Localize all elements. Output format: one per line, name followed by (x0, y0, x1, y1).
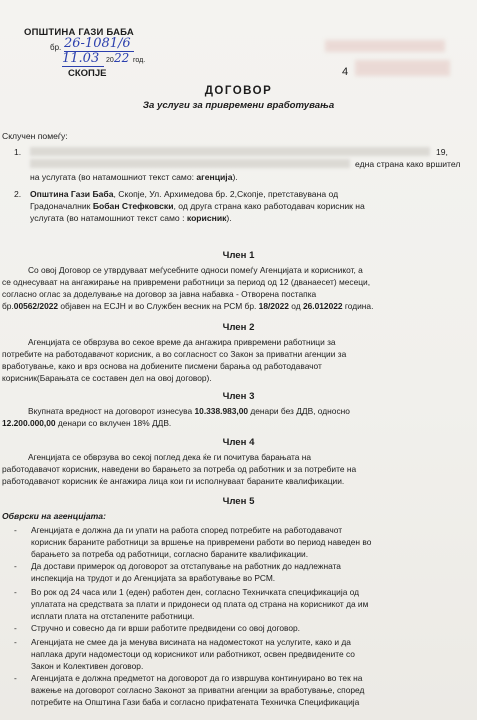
obligation-line: Стручно и совесно да ги врши работите предвидени со овој договор. (31, 623, 301, 633)
article-1-line3: согласно оглас за доделување на договор за јавна набавка - Отворена постапка (2, 289, 317, 299)
obligation-line: важење на договорот согласно Законот за приватни агенции за вработување, според (31, 685, 365, 695)
obligation-line: потребите на Општина Гази баба и согласно прифатената Техничка Спецификација (31, 697, 360, 707)
obligation-item (14, 524, 469, 560)
agency-obligations-heading: Обврски на агенцијата: (2, 511, 106, 521)
article-2-line3: вработување, како и врз основа на добиените писмени барања од работодавачот (2, 361, 322, 371)
party-2-line3 (30, 212, 232, 224)
party-2-line1 (30, 188, 470, 200)
party-1-agency-note: на услугата (во натамошниот текст само: (30, 172, 195, 182)
bullet-dash: - (14, 561, 17, 571)
redacted-block (325, 40, 445, 52)
article-1-heading: Член 1 (222, 250, 255, 261)
procedure-number: 00562/2022 (13, 301, 59, 311)
punct: ). (226, 213, 232, 223)
text: од (288, 301, 303, 311)
br-value: 26-1081/6 (64, 36, 134, 52)
document-subtitle: За услуги за привремени вработувања (142, 100, 335, 111)
obligation-line: уплатата на средствата за плати и придонеси од плата од страна на корисникот да им (31, 599, 369, 609)
text: година. (342, 301, 374, 311)
text: денари со вклучен 18% ДДВ. (55, 418, 172, 428)
year-value: 22 (114, 51, 130, 65)
bullet-dash: - (14, 623, 17, 633)
obligation-line: Да достави примерок од договорот за отстапување на работник до надлежната (31, 561, 341, 571)
org-name: ОПШТИНА ГАЗИ БАБА (24, 27, 134, 38)
party-2-text: услугата (во натамошниот текст само : (30, 213, 185, 223)
party-1-line2-end: една страна како вршител (355, 159, 461, 169)
concluded-between: Склучен помеѓу: (2, 131, 68, 141)
obligation-line: Во рок од 24 часа или 1 (еден) работен ден, согласно Техничката спецификација од (31, 587, 360, 597)
article-3-line1 (28, 405, 469, 417)
article-2-line2: потребите на работодавачот корисник, а во согласност со Закон за приватни агенции за (2, 349, 347, 359)
punct: ). (232, 172, 238, 182)
date-value: 11.03 (62, 51, 104, 67)
city: СКОПЈЕ (68, 68, 107, 79)
party-1-line1-end: 19, (436, 147, 448, 157)
document-title: ДОГОВОР (204, 85, 273, 97)
br-label: бр. (50, 43, 62, 52)
obligation-line: корисник бараните работници за вршење на привремени работи во период наведен во (31, 537, 372, 547)
text: објавен на ЕСЈН и во Службен весник на РСМ бр. (58, 301, 257, 311)
obligation-line: Закон и Колективен договор. (31, 661, 144, 671)
obligation-line: наплака други надоместоци од корисникот или работникот, освен предвидените со (31, 649, 355, 659)
text: бр. (2, 301, 14, 311)
article-2-heading: Член 2 (222, 322, 255, 333)
party-2-number: 2. (14, 189, 22, 199)
obligation-line: Агенцијата е должна да ги упати на работа според потребите на работодавачот (31, 525, 343, 535)
article-2-line4: корисник(Барањата се составен дел на овој договор). (2, 373, 212, 383)
article-4-line3: работодавачот корисник ќе ангажира лица кои ги исполнуваат бараните квалификации. (2, 476, 345, 486)
text: денари без ДДВ, односно (248, 406, 350, 416)
article-4-heading: Член 4 (222, 437, 255, 448)
article-3-heading: Член 3 (222, 391, 255, 402)
party-2-text: Градоначалник (30, 201, 91, 211)
article-3-line2 (2, 417, 469, 429)
article-1-line1: Со овој Договор се утврдуваат меѓусебните односи помеѓу Агенцијата и корисникот, а (28, 265, 363, 275)
agency-term: агенција (196, 172, 233, 182)
obligation-line: барањето за потреба од работници, согласно бараните квалификации. (31, 549, 309, 559)
bullet-dash: - (14, 525, 17, 535)
redacted-block (30, 159, 350, 168)
bullet-dash: - (14, 587, 17, 597)
text: Вкупната вредност на договорот изнесува (28, 406, 193, 416)
gazette-number: 18/2022 (256, 301, 289, 311)
obligation-item (14, 586, 469, 622)
gazette-date: 26.012022 (302, 301, 343, 311)
party-2-line2 (30, 200, 365, 212)
party-1-number: 1. (14, 147, 22, 157)
bullet-dash: - (14, 673, 17, 683)
value-without-vat: 10.338.983,00 (192, 406, 249, 416)
bullet-dash: - (14, 637, 17, 647)
god-label: год. (133, 57, 146, 64)
obligation-item (14, 622, 469, 634)
party-2-text: , Скопје, Ул. Архимедова бр. 2,Скопје, претставувана од (113, 189, 339, 199)
obligation-line: исплати плата на отстапените работници. (31, 611, 195, 621)
article-1-line2: се однесуваат на ангажирање на привремени работници за период од 12 (дванаесет) месеци, (2, 277, 371, 287)
mayor-name: Бобан Стефковски (92, 201, 174, 211)
redacted-block (355, 60, 450, 76)
obligation-item (14, 560, 469, 584)
article-1-line4 (2, 300, 469, 312)
party-1-line3 (30, 171, 238, 183)
redacted-block (30, 147, 430, 156)
party-2-text: , од друга страна како работодавач корисник на (173, 201, 365, 211)
municipality-name: Општина Гази Баба (30, 189, 114, 199)
obligation-item (14, 636, 469, 672)
article-5-heading: Член 5 (222, 496, 255, 507)
article-4-line2: работодавачот корисник, наведени во барањето за потреба од работник и за потребите на (2, 464, 357, 474)
obligation-item (14, 672, 469, 708)
article-2-line1: Агенцијата се обврзува во секое време да ангажира привремени работници за (28, 337, 336, 347)
obligation-line: инспекција на трудот и до Агенцијата за вработување во РСМ. (31, 573, 276, 583)
obligation-line: Агенцијата не смее да ја менува висината на надоместокот на услугите, како и да (31, 637, 351, 647)
client-term: корисник (186, 213, 227, 223)
right-number: 4 (342, 66, 349, 78)
year-prefix: 20 (106, 57, 114, 64)
value-with-vat: 12.200.000,00 (2, 418, 56, 428)
obligation-line: Агенцијата е должна предметот на договорот да го извршува континуирано во тек на (31, 673, 363, 683)
article-4-line1: Агенцијата се обврзува во секој поглед дека ќе ги почитува барањата на (28, 452, 312, 462)
